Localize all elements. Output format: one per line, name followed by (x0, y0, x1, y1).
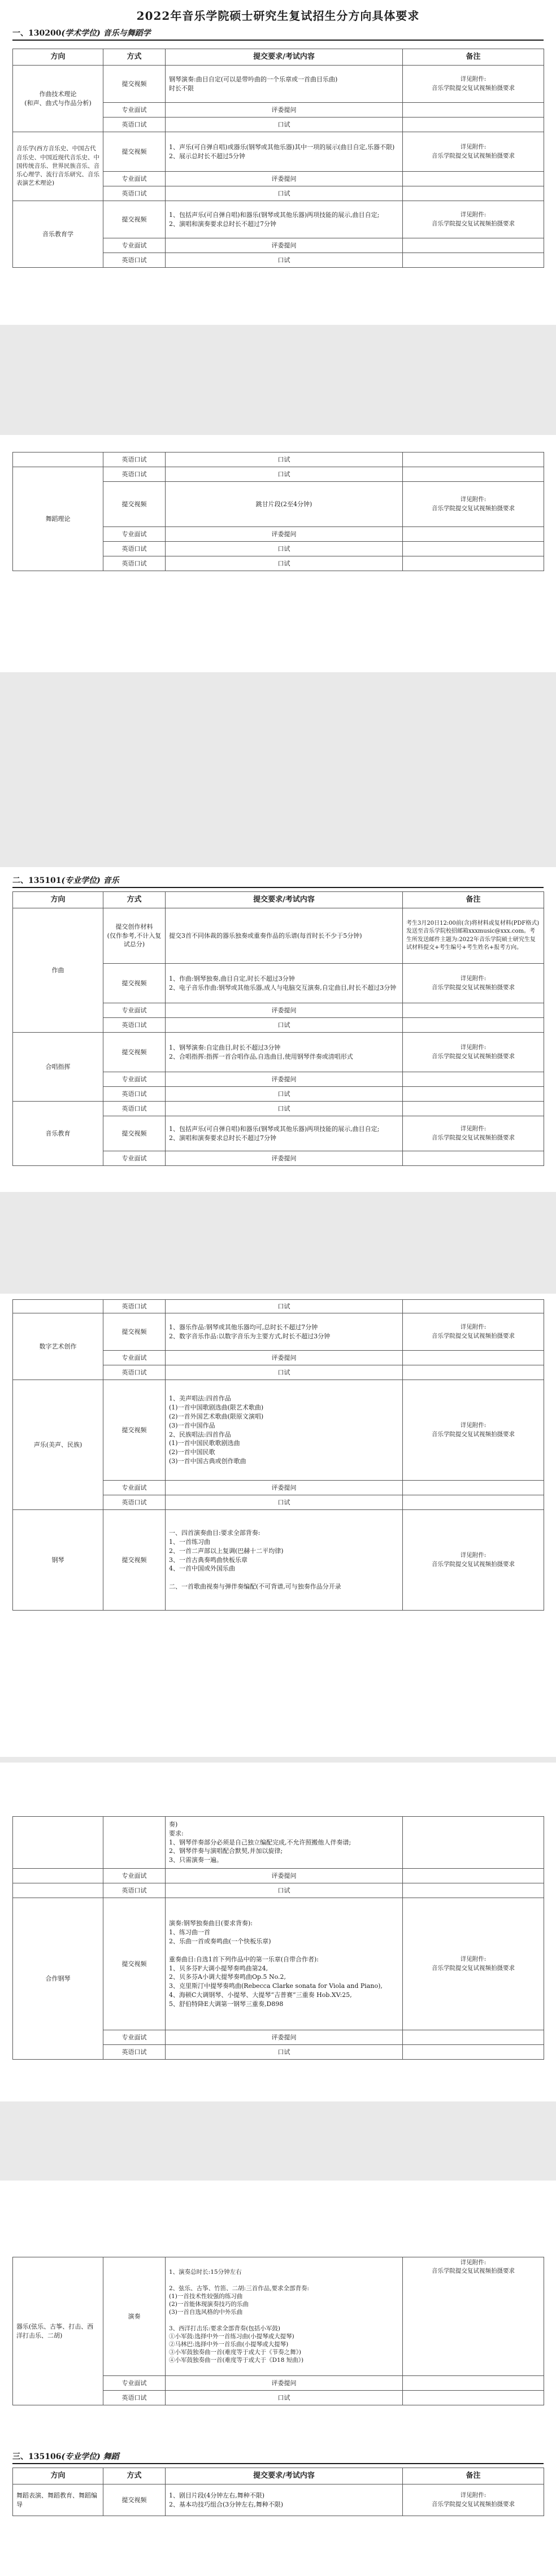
direction-cell: 舞蹈理论 (13, 467, 103, 571)
remark-line: 音乐学院提交复试视频拍摄要求 (432, 1430, 515, 1438)
method-cell: 英语口试 (103, 556, 166, 571)
direction-cell: 合唱指挥 (13, 1033, 103, 1102)
content-cell: 评委提问 (166, 1072, 403, 1087)
content-cell: 评委提问 (166, 1481, 403, 1495)
remark-cell (403, 1072, 544, 1087)
content-cell: 口试 (166, 253, 403, 268)
content-cell: 评委提问 (166, 1151, 403, 1166)
method-cell: 英语口试 (103, 1087, 166, 1102)
section-code: 一、130200 (12, 29, 62, 38)
remark-line: 音乐学院提交复试视频拍摄要求 (432, 2268, 515, 2275)
remark-cell (403, 1300, 544, 1313)
direction-cell (13, 1817, 103, 1869)
remark-line: 详见附件: (460, 211, 486, 219)
method-cell: 英语口试 (103, 1495, 166, 1510)
section-rule (12, 40, 544, 41)
header-content: 提交要求/考试内容 (166, 892, 403, 908)
remark-line: 详见附件: (460, 1956, 486, 1963)
method-cell: 专业面试 (103, 1869, 166, 1883)
remark-line: 详见附件: (460, 76, 486, 83)
remark-cell (403, 1898, 544, 2030)
method-cell: 提交视频 (103, 1033, 166, 1072)
table-sec3 (12, 2468, 544, 2516)
remark-cell (403, 1018, 544, 1033)
remark-line: 音乐学院提交复试视频拍摄要求 (432, 1332, 515, 1339)
direction-cell: 合作钢琴 (13, 1898, 103, 2060)
direction-cell: 钢琴 (13, 1510, 103, 1611)
method-cell: 英语口试 (103, 542, 166, 556)
content-cell: 口试 (166, 452, 403, 467)
content-cell: 口试 (166, 118, 403, 132)
method-cell: 提交视频 (103, 132, 166, 172)
method-cell: 专业面试 (103, 1151, 166, 1166)
method-cell: 专业面试 (103, 527, 166, 542)
content-cell: 1、包括声乐(可自弹自唱)和器乐(钢琴或其他乐器)两项技能的展示,曲目自定; 2、演唱和演奏要求总时长不超过7分钟 (166, 201, 403, 238)
page-title: 2022年音乐学院硕士研究生复试招生分方向具体要求 (136, 9, 420, 23)
header-direction: 方向 (13, 49, 103, 66)
section-code: 三、135106 (12, 2452, 62, 2461)
remark-cell (403, 1817, 544, 1869)
section-sub: (专业学位) 舞蹈 (61, 2452, 119, 2461)
remark-cell (403, 1351, 544, 1365)
method-cell: 英语口试 (103, 1365, 166, 1380)
remark-line: 详见附件: (460, 1324, 486, 1331)
method-cell: 英语口试 (103, 118, 166, 132)
method-cell: 专业面试 (103, 238, 166, 253)
content-cell: 口试 (166, 1018, 403, 1033)
content-cell: 1、剧目片段(4分钟左右,舞种不限) 2、基本功技巧组合(3分钟左右,舞种不限) (166, 2484, 403, 2516)
remark-line: 详见附件: (460, 1422, 486, 1429)
header-remark: 备注 (403, 2468, 544, 2484)
method-cell: 提交视频 (103, 2484, 166, 2516)
remark-line: 详见附件: (460, 143, 486, 151)
method-cell: 提交视频 (103, 201, 166, 238)
header-remark: 备注 (403, 49, 544, 66)
method-cell: 专业面试 (103, 2030, 166, 2045)
content-cell: 评委提问 (166, 1351, 403, 1365)
remark-line: 音乐学院提交复试视频拍摄要求 (432, 152, 515, 159)
table-page4 (12, 1299, 544, 1611)
remark-cell (403, 1481, 544, 1495)
header-content: 提交要求/考试内容 (166, 49, 403, 66)
content-cell: 1、美声唱法:四首作品 (1)一首中国歌剧选曲(限艺术歌曲) (2)一首外国艺术歌曲(限原文演唱) (3)一首中国作品 2、民族唱法:四首作品 (1)一首中国民歌歌剧选曲 (2)一首中国民歌 (3)一首中国古典或创作歌曲 (166, 1380, 403, 1481)
remark-cell (403, 1033, 544, 1072)
method-cell: 英语口试 (103, 253, 166, 268)
method-cell: 提交视频 (103, 964, 166, 1003)
method-cell: 英语口试 (103, 1102, 166, 1116)
method-cell: 提交视频 (103, 1898, 166, 2030)
method-cell: 提交视频 (103, 482, 166, 527)
direction-cell: 器乐(弦乐、古筝、打击、西洋打击乐、二胡) (13, 2257, 103, 2405)
table-page6 (12, 2257, 544, 2405)
section-heading-2 (12, 874, 119, 886)
method-cell: 英语口试 (103, 186, 166, 201)
method-cell: 专业面试 (103, 172, 166, 186)
content-cell: 口试 (166, 1087, 403, 1102)
content-cell: 评委提问 (166, 238, 403, 253)
table-dance-theory (12, 452, 544, 571)
remark-line: 音乐学院提交复试视频拍摄要求 (432, 1560, 515, 1568)
remark-cell (403, 964, 544, 1003)
header-direction: 方向 (13, 892, 103, 908)
method-cell (103, 1817, 166, 1869)
content-cell: 口试 (166, 1495, 403, 1510)
remark-cell (403, 1003, 544, 1018)
method-cell: 演奏 (103, 2257, 166, 2376)
content-cell: 1、器乐作品:钢琴或其他乐器均可,总时长不超过7分钟 2、数字音乐作品:以数字音乐为主要方式,时长不超过3分钟 (166, 1313, 403, 1351)
content-cell: 评委提问 (166, 172, 403, 186)
header-method: 方式 (103, 2468, 166, 2484)
direction-cell: 作曲技术理论 (和声、曲式与作品分析) (13, 66, 103, 132)
method-cell: 英语口试 (103, 452, 166, 467)
remark-line: 音乐学院提交复试视频拍摄要求 (432, 2500, 515, 2508)
content-cell: 评委提问 (166, 1869, 403, 1883)
content-cell: 1、作曲:钢琴独奏,曲目自定,时长不超过3分钟 2、电子音乐作曲:钢琴或其他乐器,成人与电脑交互演奏,自定曲目,时长不超过3分钟 (166, 964, 403, 1003)
header-remark: 备注 (403, 892, 544, 908)
remark-line: 音乐学院提交复试视频拍摄要求 (432, 1052, 515, 1060)
content-cell: 口试 (166, 186, 403, 201)
header-direction: 方向 (13, 2468, 103, 2484)
direction-cell: 数字艺术创作 (13, 1313, 103, 1380)
section-code: 二、135101 (12, 876, 62, 885)
content-cell: 1、演奏总时长:15分钟左右 2、弦乐、古筝、竹笛、二胡:三首作品,要求全部背奏: (1)一首技术性较强的练习曲 (2)一首能体现演奏技巧的乐曲 (3)一首自选风格的中外乐曲 3、西洋打击乐:要求全部背奏(包括小军鼓) ①小军鼓:选择中外一首练习曲(小提琴或大提琴) ②马林巴:选择中外一首乐曲(小提琴或大提琴) ③小军鼓独奏曲一首(难度等于或大于《节奏之舞》) ④小军鼓独奏曲一首(难度等于或大于《D18 短曲》) (166, 2257, 403, 2376)
remark-cell (403, 1116, 544, 1151)
remark-cell (403, 253, 544, 268)
remark-line: 详见附件: (460, 496, 486, 503)
remark-line: 详见附件: (460, 1125, 486, 1133)
direction-cell: 声乐(美声、民族) (13, 1380, 103, 1510)
section-rule (12, 887, 544, 888)
header-content: 提交要求/考试内容 (166, 2468, 403, 2484)
method-cell: 提交视频 (103, 1116, 166, 1151)
direction-cell (13, 1883, 103, 1898)
section-heading-1 (12, 27, 151, 38)
remark-cell (403, 1151, 544, 1166)
remark-cell: 考生3月20日12:00前(含)将材料或复材料(PDF格式)发送至音乐学院校招邮箱xxxmusic@xxx.com。考生所发送邮件主题为:2022年音乐学院硕士研究生复试材料提交+考生编号+考生姓名+报考方向。 (403, 908, 544, 964)
remark-cell (403, 527, 544, 542)
method-cell: 英语口试 (103, 2045, 166, 2060)
content-cell: 跳甘片段(2至4分钟) (166, 482, 403, 527)
content-cell: 口试 (166, 556, 403, 571)
remark-cell (403, 1365, 544, 1380)
direction-cell (13, 1300, 103, 1313)
remark-cell (403, 2045, 544, 2060)
remark-cell (403, 2391, 544, 2405)
method-cell: 提交创作材料 (仅作参考,不计入复试总分) (103, 908, 166, 964)
content-cell: 口试 (166, 1102, 403, 1116)
remark-cell (403, 2030, 544, 2045)
remark-cell (403, 132, 544, 172)
remark-line: 详见附件: (460, 2492, 486, 2499)
remark-cell (403, 2484, 544, 2516)
direction-cell (13, 452, 103, 467)
remark-cell (403, 1102, 544, 1116)
method-cell: 专业面试 (103, 1072, 166, 1087)
method-cell: 英语口试 (103, 1300, 166, 1313)
remark-cell (403, 556, 544, 571)
table-page5 (12, 1816, 544, 2060)
remark-cell (403, 172, 544, 186)
remark-cell (403, 482, 544, 527)
remark-line: 音乐学院提交复试视频拍摄要求 (432, 84, 515, 92)
method-cell: 专业面试 (103, 2376, 166, 2391)
method-cell: 专业面试 (103, 1351, 166, 1365)
content-cell: 评委提问 (166, 527, 403, 542)
content-cell: 口试 (166, 1300, 403, 1313)
content-cell: 评委提问 (166, 1003, 403, 1018)
content-cell: 评委提问 (166, 2376, 403, 2391)
method-cell: 英语口试 (103, 1883, 166, 1898)
remark-cell (403, 201, 544, 238)
content-cell: 评委提问 (166, 2030, 403, 2045)
direction-cell: 音乐学(西方音乐史、中国古代音乐史、中国近现代音乐史、中国传统音乐、世界民族音乐、音乐心理学、流行音乐研究、音乐表演艺术理论) (13, 132, 103, 201)
content-cell: 钢琴演奏:曲目自定(可以是带吟曲的一个乐章或一首曲目乐曲) 时长不限 (166, 66, 403, 103)
content-cell: 评委提问 (166, 103, 403, 118)
method-cell: 英语口试 (103, 467, 166, 482)
remark-cell (403, 542, 544, 556)
method-cell: 提交视频 (103, 1510, 166, 1611)
content-cell: 口试 (166, 1883, 403, 1898)
table-sec1 (12, 49, 544, 268)
section-sub: (学术学位) 音乐与舞蹈学 (61, 29, 151, 38)
direction-cell (13, 1869, 103, 1883)
content-cell: 口试 (166, 2045, 403, 2060)
remark-cell (403, 66, 544, 103)
remark-line: 详见附件: (460, 1044, 486, 1051)
remark-line: 详见附件: (460, 1552, 486, 1559)
header-method: 方式 (103, 892, 166, 908)
remark-cell (403, 1380, 544, 1481)
direction-cell: 音乐教育 (13, 1102, 103, 1166)
method-cell: 专业面试 (103, 1003, 166, 1018)
remark-cell (403, 467, 544, 482)
content-cell: 口试 (166, 542, 403, 556)
direction-cell: 音乐教育学 (13, 201, 103, 268)
content-cell: 提交3首不同体裁的器乐独奏或重奏作品的乐谱(每首时长不少于5分钟) (166, 908, 403, 964)
remark-line: 详见附件: (460, 2259, 486, 2266)
remark-cell (403, 2376, 544, 2391)
remark-line: 音乐学院提交复试视频拍摄要求 (432, 1964, 515, 1972)
remark-cell (403, 118, 544, 132)
remark-cell (403, 1313, 544, 1351)
section-heading-3 (12, 2451, 119, 2462)
remark-cell (403, 186, 544, 201)
section-rule (12, 2463, 544, 2464)
remark-line: 音乐学院提交复试视频拍摄要求 (432, 1134, 515, 1141)
remark-line: 音乐学院提交复试视频拍摄要求 (432, 504, 515, 512)
section-sub: (专业学位) 音乐 (61, 876, 119, 885)
content-cell: 口试 (166, 2391, 403, 2405)
remark-cell (403, 1495, 544, 1510)
remark-cell (403, 1087, 544, 1102)
remark-cell (403, 238, 544, 253)
remark-line: 音乐学院提交复试视频拍摄要求 (432, 220, 515, 227)
method-cell: 提交视频 (103, 1313, 166, 1351)
remark-cell (403, 1869, 544, 1883)
method-cell: 专业面试 (103, 103, 166, 118)
content-cell: 口试 (166, 467, 403, 482)
method-cell: 英语口试 (103, 1018, 166, 1033)
content-cell: 一、四首演奏曲目:要求全部背奏: 1、一首练习曲 2、一首二声部以上复调(巴赫十二平均律) 3、一首古典奏鸣曲快板乐章 4、一首中国或外国乐曲 二、一首歌曲视奏与弹伴奏编配(不可背谱,可与独奏作品分开录 (166, 1510, 403, 1611)
remark-cell (403, 103, 544, 118)
remark-cell (403, 1510, 544, 1611)
content-cell: 奏) 要求: 1、钢琴伴奏部分必须是自己独立编配完成,不允许照搬他人伴奏谱; 2、钢琴伴奏与演唱配合默契,并加以旋律; 3、只需演奏一遍。 (166, 1817, 403, 1869)
remark-cell (403, 452, 544, 467)
content-cell: 1、声乐(可自弹自唱)或器乐(钢琴或其他乐器)其中一项的展示(曲目自定,乐器不限) 2、展示总时长不超过5分钟 (166, 132, 403, 172)
table-sec2 (12, 891, 544, 1166)
content-cell: 演奏:钢琴独奏曲目(要求背奏): 1、练习曲一首 2、乐曲一首或奏鸣曲(一个快板乐章) 重奏曲目:自选1首下列作品中的第一乐章(自带合作者): 1、贝多芬F大调小提琴奏鸣曲第24, 2、贝多芬A小调大提琴奏鸣曲Op.5 No.2, 3、克里斯汀中提琴奏鸣曲(Rebecca Clarke sonata for Viola and Piano), 4、海顿C大调钢琴、小提琴、大提琴“吉普赛”三重奏 Hob.XV:25, 5、舒伯特降E大调第一钢琴三重奏,D898 (166, 1898, 403, 2030)
content-cell: 1、包括声乐(可自弹自唱)和器乐(钢琴或其他乐器)两项技能的展示,曲目自定; 2、演唱和演奏要求总时长不超过7分钟 (166, 1116, 403, 1151)
direction-cell: 舞蹈表演、舞蹈教育、舞蹈编导 (13, 2484, 103, 2516)
remark-cell (403, 1883, 544, 1898)
content-cell: 1、钢琴演奏:自定曲目,时长不超过3分钟 2、合唱指挥:指挥一首合唱作品,自选曲目,使用钢琴伴奏或清唱形式 (166, 1033, 403, 1072)
remark-line: 音乐学院提交复试视频拍摄要求 (432, 984, 515, 991)
content-cell: 口试 (166, 1365, 403, 1380)
header-method: 方式 (103, 49, 166, 66)
remark-cell (403, 2257, 544, 2376)
remark-line: 详见附件: (460, 975, 486, 982)
method-cell: 专业面试 (103, 1481, 166, 1495)
method-cell: 提交视频 (103, 66, 166, 103)
method-cell: 提交视频 (103, 1380, 166, 1481)
method-cell: 英语口试 (103, 2391, 166, 2405)
direction-cell: 作曲 (13, 908, 103, 1033)
